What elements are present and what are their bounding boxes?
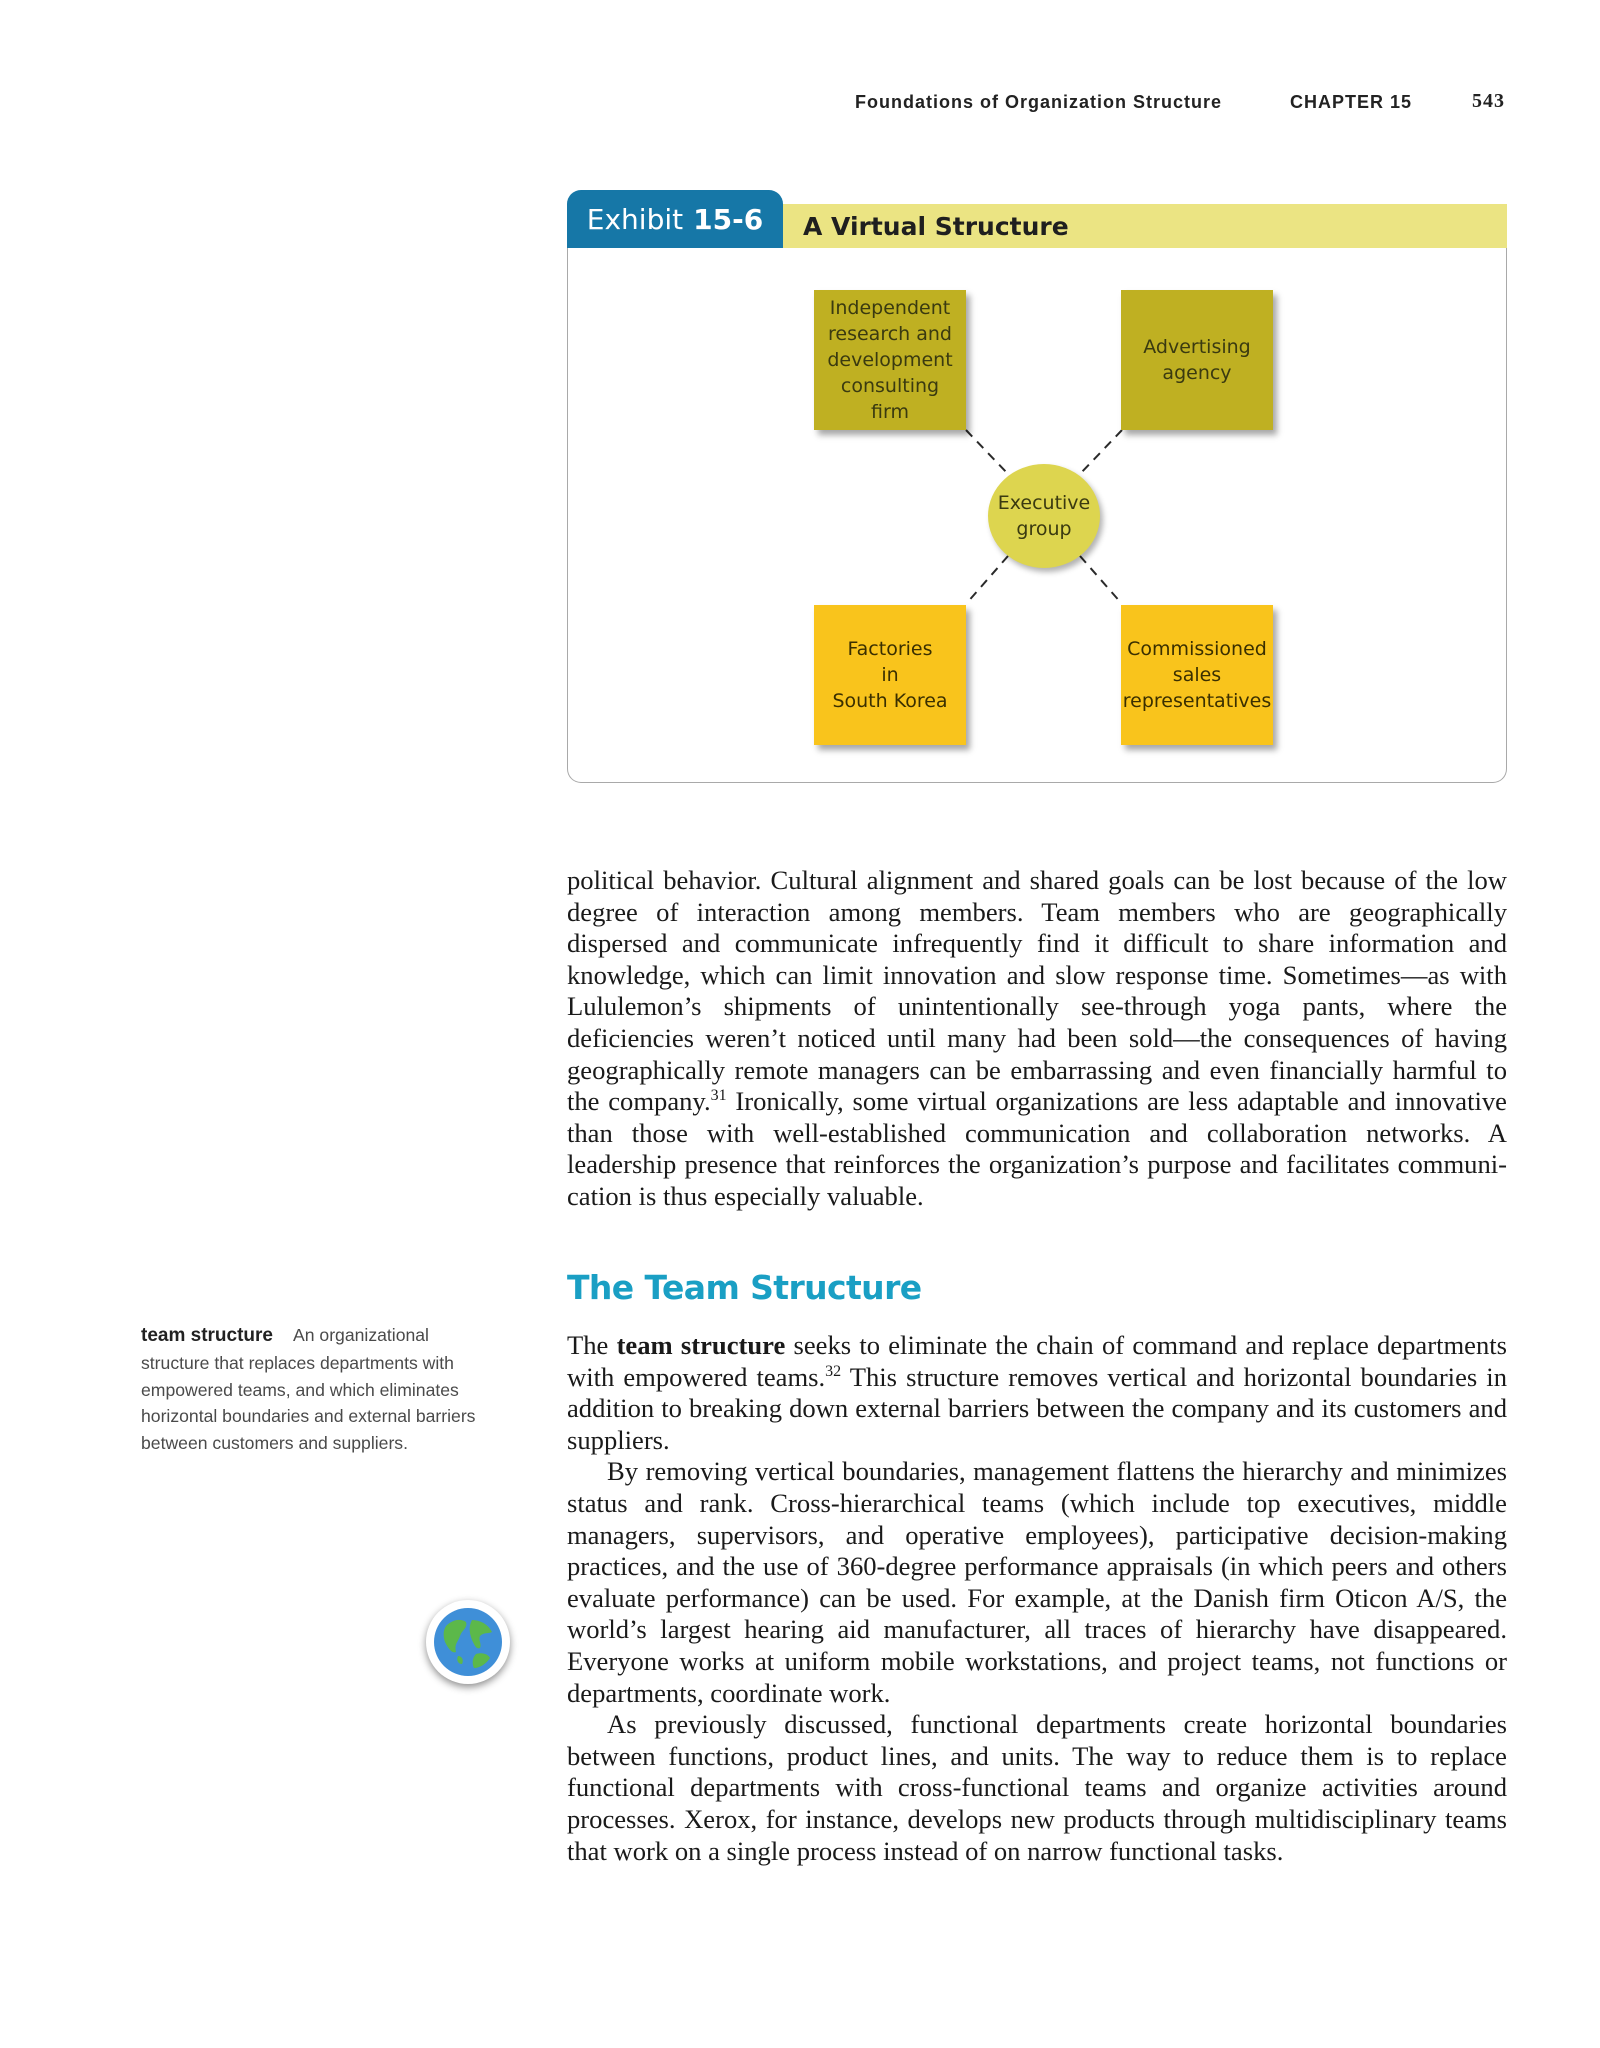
continued-paragraph bbox=[567, 865, 1507, 1213]
node-factories-south-korea: Factories in South Korea bbox=[814, 605, 966, 745]
exhibit-number: 15-6 bbox=[693, 202, 764, 236]
node-advertising-agency: Advertising agency bbox=[1121, 290, 1273, 430]
margin-term: team structure bbox=[141, 1325, 273, 1346]
node-commissioned-sales: Commissioned sales representatives bbox=[1121, 605, 1273, 745]
p1-text-a: seeks to eliminate the chain of command and replace departments with empowered teams. bbox=[567, 1330, 1507, 1392]
key-term: team structure bbox=[616, 1330, 786, 1360]
margin-definition-text: An organizational structure that replaces departments with empowered teams, and which eliminates horizontal boundaries and external barriers between customers and suppliers. bbox=[141, 1325, 476, 1454]
continued-text-a: political behavior. Cultural alignment and shared goals can be lost because of the low degree of interaction among members. Team members who are geographically dispersed and communicate infrequently find it difficult to share information and knowledge, which can limit innovation and slow response time. Sometimes—as with Lululemon’s shipments of unintentionally see-through yoga pants, where the deficiencies weren’t noticed until many had been sold—the consequences of having geographically remote managers can be embarrassing and even financially harmful to the company. bbox=[567, 865, 1507, 1117]
section-paragraph-2: By removing vertical boundaries, management flattens the hierarchy and minimizes status and rank. Cross-hierarchical teams (which include top executives, middle managers, supervisors, and operative employees), participative decision-making practices, and the use of 360-degree performance appraisals (in which peers and others evaluate performance) can be used. For example, at the Danish firm Oticon A/S, the world’s largest hearing aid manufacturer, all traces of hierarchy have disappeared. Everyone works at uniform mobile workstations, and project teams, not functions or departments, coordinate work. bbox=[567, 1456, 1507, 1708]
endnote-32: 32 bbox=[825, 1362, 842, 1380]
node-rd-consulting-firm: Independent research and development consulting firm bbox=[814, 290, 966, 430]
continued-text-b: Ironically, some virtual organizations are less adaptable and innovative than those with well-established communication and collaboration networks. A leadership presence that reinforces the organization’s purpose and facilitates communication is thus especially valuable. bbox=[567, 1086, 1507, 1211]
page-number: 543 bbox=[1472, 90, 1505, 112]
exhibit-label: Exhibit bbox=[586, 202, 684, 236]
node-executive-group: Executive group bbox=[988, 464, 1100, 568]
endnote-31: 31 bbox=[710, 1087, 727, 1105]
exhibit-title-banner bbox=[783, 204, 1507, 248]
margin-definition bbox=[141, 1322, 496, 1457]
section-heading: The Team Structure bbox=[567, 1268, 922, 1307]
p1-text-b: This structure removes vertical and horizontal boundaries in addition to breaking down external barriers between the company and its customers and suppliers. bbox=[567, 1361, 1507, 1455]
running-head-title: Foundations of Organization Structure bbox=[855, 92, 1222, 112]
exhibit-tab bbox=[567, 190, 783, 248]
running-head bbox=[560, 88, 1507, 118]
section-paragraph-3: As previously discussed, functional departments create horizontal boundaries between functions, product lines, and units. The way to reduce them is to replace functional departments with cross-functional teams and organize activities around processes. Xerox, for instance, develops new products through multidisciplinary teams that work on a single process instead of on narrow functional tasks. bbox=[567, 1709, 1507, 1866]
globe-icon bbox=[426, 1600, 510, 1684]
section-paragraph-1 bbox=[567, 1330, 1507, 1456]
p1-intro: The bbox=[567, 1330, 617, 1360]
exhibit-title: A Virtual Structure bbox=[803, 211, 1069, 241]
running-head-chapter: CHAPTER 15 bbox=[1290, 92, 1413, 112]
section-body bbox=[567, 1330, 1507, 1867]
